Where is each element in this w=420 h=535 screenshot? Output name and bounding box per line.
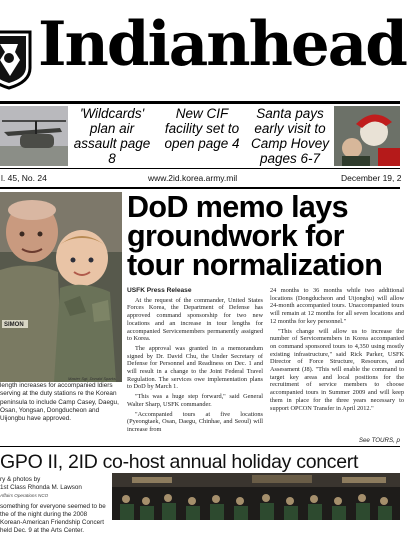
byline: USFK Press Release [127, 287, 192, 294]
lead-story-column-2 [270, 287, 404, 437]
issue-info-bar [0, 170, 400, 186]
teaser-strip [0, 104, 400, 168]
paragraph: "Accompanied tours at five locations (Pyeongtaek, Osan, Daegu, Chinhae, and Seoul) will increase from [127, 410, 263, 433]
teaser-santa[interactable]: Santa pays early visit to Camp Hovey pages 6-7 [250, 106, 330, 166]
teaser-rule [0, 168, 400, 169]
paragraph: "This change will allow us to increase the number of Servicemembers in Korea accompanied on command sponsored tours to 4,350 using mostly existing infrastructure," said Rick Parker, USFK Director of Force Structure, Resources, and Assessment (J8). "This will enable the command to target key areas and local positions for the recruitment of service members to choose accompanied tours in Summer 2009 and will keep them in place for the three years necessary to support OPCON Transfer in April 2012." [270, 327, 404, 412]
teaser-cif[interactable]: New CIF facility set to open page 4 [164, 106, 240, 151]
headline-line: groundwork for [127, 219, 344, 253]
paragraph: The approval was granted in a memorandum signed by Dr. David Chu, the Under Secretary of Defense for Personnel and Readiness on Dec. 1 and will result in a change to the Joint Federal Travel Regulation. The services owe implementation plans to DoD by March 1. [127, 344, 263, 391]
soldier-and-child-photo [0, 192, 122, 382]
photo-credit: Master Sgt. Donald Sparks [68, 376, 116, 381]
headline-line: DoD memo lays [127, 190, 349, 224]
lead-headline [127, 190, 407, 282]
concert-body: something for everyone seemed to be the of the night during the 2008 Korean-American Friendship Concert held Dec. 9 at the Arts Center. [0, 503, 106, 534]
lead-photo-caption: length increases for accompanied ldiers serving at the duty stations re the Korean peninsula to include Camp Casey, Daegu, Osan, Yongsan, Dongducheon and Uijongbu have approved. [0, 382, 119, 423]
teaser-photo-helicopter[interactable] [0, 106, 68, 166]
paragraph: At the request of the commander, United States Forces Korea, the Department of Defense has approved command sponsorship for two new locations and an increase in tour lengths for accompanied Servicemembers permanently assigned to Korea. [127, 296, 263, 343]
story-divider [0, 446, 400, 447]
2id-indianhead-logo [0, 30, 32, 90]
lead-story-column-1 [127, 287, 263, 445]
lead-photo[interactable] [0, 192, 122, 382]
helicopter-photo-icon [0, 106, 68, 166]
byline-credit: Affairs Operations NCO [0, 493, 49, 498]
paragraph: "This was a huge step forward," said General Walter Sharp, USFK commander. [127, 393, 263, 408]
name-tape: SIMON [4, 322, 24, 328]
concert-stage-photo [112, 473, 400, 520]
byline-line: ry & photos by [0, 476, 41, 483]
teaser-wildcards[interactable]: 'Wildcards' plan air assault page 8 [73, 106, 151, 166]
headline-line: tour normalization [127, 248, 383, 282]
santa-photo-icon [334, 106, 400, 166]
continued-link[interactable]: See TOURS, p [358, 437, 400, 444]
masthead [0, 0, 406, 100]
teaser-photo-santa[interactable] [334, 106, 400, 166]
issue-date: December 19, 2 [341, 173, 402, 183]
concert-story [0, 476, 110, 535]
byline-line: 1st Class Rhonda M. Lawson [0, 484, 82, 491]
info-rule [0, 187, 400, 189]
concert-photo[interactable] [112, 473, 400, 520]
paragraph: 24 months to 36 months while two additional locations (Dongducheon and Uijongbu) will allow 24-month accompanied tours. Unaccompanied tours will remain at 12 months for all seven locations and 12 months for key personnel." [270, 287, 404, 325]
concert-headline[interactable]: GPO II, 2ID co-host annual holiday concert [0, 451, 359, 473]
masthead-title: Indianhead [38, 9, 406, 80]
volume-number: l. 45, No. 24 [1, 173, 47, 183]
website-url[interactable]: www.2id.korea.army.mil [148, 173, 238, 183]
